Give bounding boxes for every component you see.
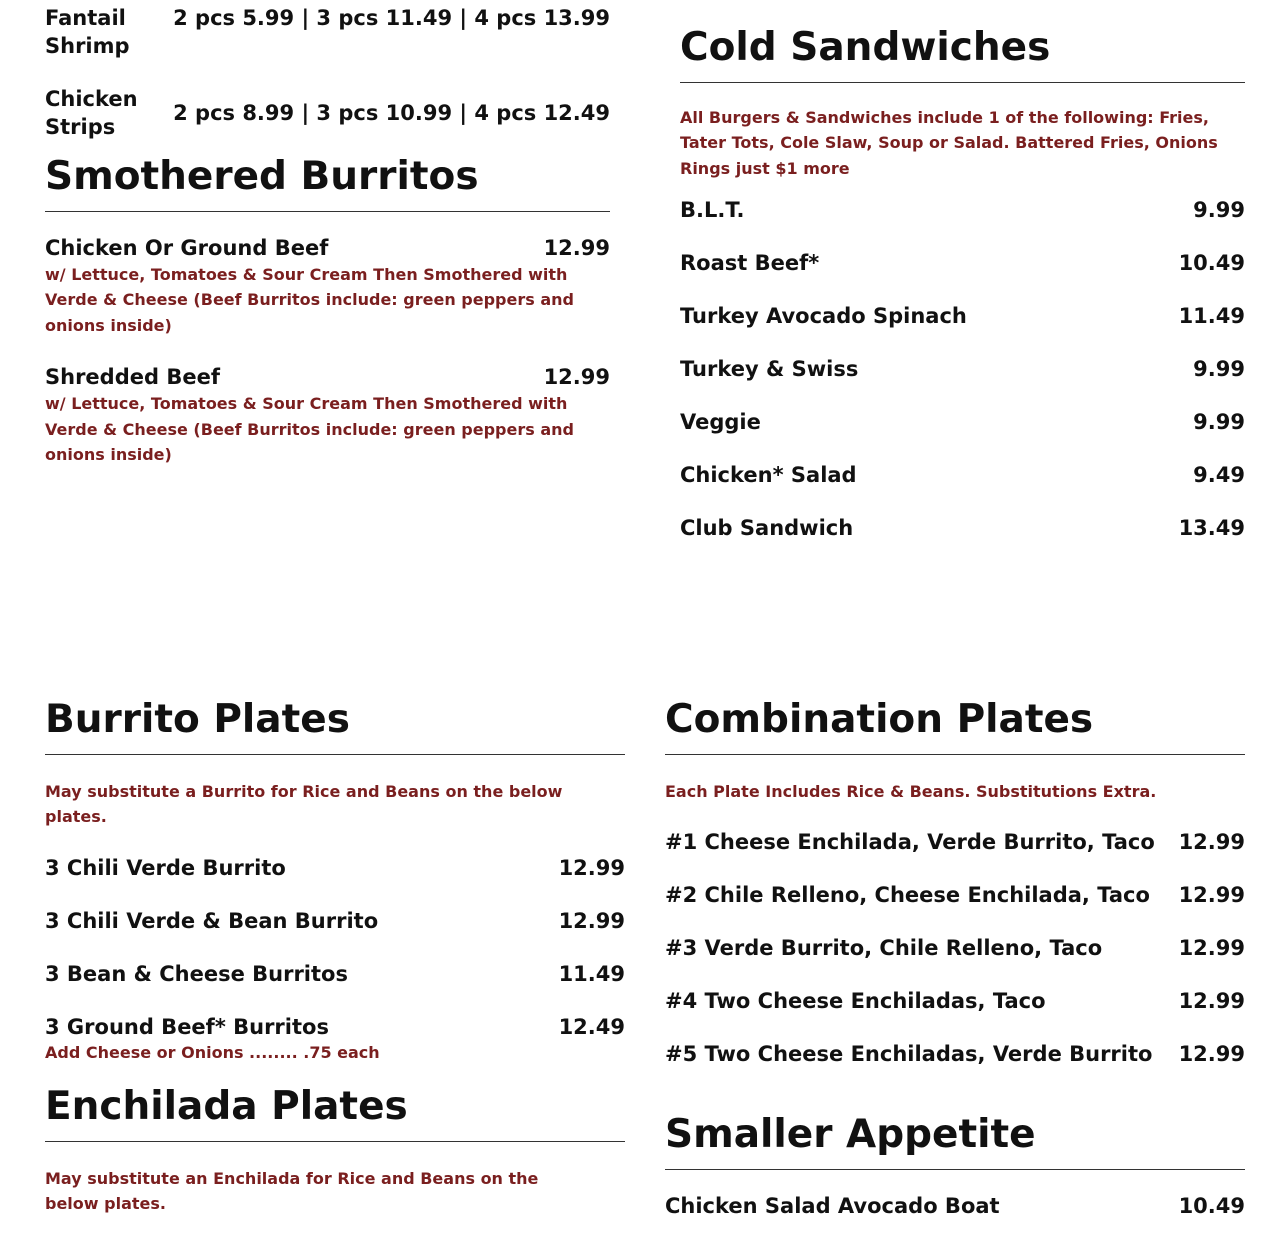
combination-plates-section xyxy=(665,699,1245,1068)
menu-item xyxy=(45,1013,625,1041)
item-name: Fantail Shrimp xyxy=(45,6,130,58)
menu-item xyxy=(665,828,1245,856)
item-name: Shredded Beef xyxy=(45,365,220,390)
item-name: Club Sandwich xyxy=(680,516,854,541)
divider xyxy=(45,1141,625,1142)
item-name: 3 Chili Verde & Bean Burrito xyxy=(45,908,379,933)
item-price: 9.99 xyxy=(1193,357,1245,382)
cold-sandwiches-section xyxy=(680,27,1245,542)
section-title: Smothered Burritos xyxy=(45,154,479,199)
item-name: B.L.T. xyxy=(680,198,745,223)
divider xyxy=(665,754,1245,755)
section-note: Each Plate Includes Rice & Beans. Substitutions Extra. xyxy=(665,781,1157,801)
menu-item xyxy=(665,1040,1245,1068)
item-name: Chicken* Salad xyxy=(680,463,857,488)
divider xyxy=(45,211,610,212)
item-price: 9.99 xyxy=(1193,198,1245,223)
section-title: Combination Plates xyxy=(665,697,1094,742)
item-name: Veggie xyxy=(680,410,761,435)
section-title: Smaller Appetite xyxy=(665,1112,1036,1157)
menu-item xyxy=(665,987,1245,1015)
menu-item xyxy=(45,363,610,468)
section-note: May substitute an Enchilada for Rice and Beans on the below plates. xyxy=(45,1168,539,1214)
item-name: #3 Verde Burrito, Chile Relleno, Taco xyxy=(665,936,1103,961)
item-name: Chicken Strips xyxy=(45,87,138,139)
item-description: w/ Lettuce, Tomatoes & Sour Cream Then Smothered with Verde & Cheese (Beef Burritos include: green peppers and onions inside) xyxy=(45,264,574,335)
item-price: 12.99 xyxy=(558,855,625,880)
menu-item xyxy=(680,355,1245,383)
item-name: #2 Chile Relleno, Cheese Enchilada, Taco xyxy=(665,883,1150,908)
item-name: #4 Two Cheese Enchiladas, Taco xyxy=(665,989,1046,1014)
menu-item xyxy=(680,302,1245,330)
menu-item xyxy=(680,514,1245,542)
smaller-appetite-section xyxy=(665,1114,1245,1220)
menu-item xyxy=(45,234,610,339)
item-price: 12.99 xyxy=(1178,936,1245,961)
item-list xyxy=(665,828,1245,1068)
menu-item xyxy=(680,408,1245,436)
item-price: 9.99 xyxy=(1193,410,1245,435)
item-price: 2 pcs 8.99 | 3 pcs 10.99 | 4 pcs 12.49 xyxy=(173,101,610,125)
item-price: 10.49 xyxy=(1178,1193,1245,1218)
item-list xyxy=(45,854,625,1065)
menu-item xyxy=(45,960,625,988)
menu-item xyxy=(680,196,1245,224)
item-name: Roast Beef* xyxy=(680,251,820,276)
section-title: Burrito Plates xyxy=(45,697,350,742)
item-name: 3 Bean & Cheese Burritos xyxy=(45,961,348,986)
item-name: Chicken Or Ground Beef xyxy=(45,235,329,260)
menu-item xyxy=(665,934,1245,962)
item-price: 12.49 xyxy=(558,1014,625,1039)
menu-item xyxy=(680,461,1245,489)
divider xyxy=(680,82,1245,83)
item-price: 12.99 xyxy=(1178,1042,1245,1067)
item-price: 13.49 xyxy=(1178,516,1245,541)
item-price: 11.49 xyxy=(558,961,625,986)
menu-item xyxy=(665,881,1245,909)
item-name: #1 Cheese Enchilada, Verde Burrito, Taco xyxy=(665,830,1155,855)
menu-item xyxy=(665,1192,1245,1220)
item-price: 12.99 xyxy=(543,235,610,260)
addon-note: Add Cheese or Onions ........ .75 each xyxy=(45,1042,380,1062)
divider xyxy=(665,1169,1245,1170)
item-name: 3 Chili Verde Burrito xyxy=(45,855,286,880)
menu-item xyxy=(45,854,625,882)
menu-item xyxy=(45,907,625,935)
item-price: 10.49 xyxy=(1178,251,1245,276)
item-name: #5 Two Cheese Enchiladas, Verde Burrito xyxy=(665,1042,1153,1067)
item-name: Turkey Avocado Spinach xyxy=(680,304,967,329)
item-name: 3 Ground Beef* Burritos xyxy=(45,1014,329,1039)
item-price: 12.99 xyxy=(1178,883,1245,908)
item-price: 12.99 xyxy=(543,365,610,390)
item-name: Chicken Salad Avocado Boat xyxy=(665,1193,1000,1218)
smothered-burritos-section xyxy=(45,156,610,468)
section-note: All Burgers & Sandwiches include 1 of the following: Fries, Tater Tots, Cole Slaw, Soup or Salad. Battered Fries, Onions Rings just $1 more xyxy=(680,107,1218,178)
seafood-section xyxy=(45,4,610,141)
burrito-plates-section xyxy=(45,699,625,1065)
item-price: 2 pcs 5.99 | 3 pcs 11.49 | 4 pcs 13.99 xyxy=(173,6,610,30)
divider xyxy=(45,754,625,755)
item-description: w/ Lettuce, Tomatoes & Sour Cream Then Smothered with Verde & Cheese (Beef Burritos include: green peppers and onions inside) xyxy=(45,394,574,465)
menu-item xyxy=(45,4,610,60)
section-title: Enchilada Plates xyxy=(45,1084,408,1129)
item-price: 12.99 xyxy=(1178,989,1245,1014)
menu-item xyxy=(45,85,610,141)
item-price: 12.99 xyxy=(558,908,625,933)
section-title: Cold Sandwiches xyxy=(680,25,1051,70)
item-price: 11.49 xyxy=(1178,304,1245,329)
section-note: May substitute a Burrito for Rice and Beans on the below plates. xyxy=(45,781,563,827)
item-price: 12.99 xyxy=(1178,830,1245,855)
enchilada-plates-section xyxy=(45,1086,625,1217)
item-name: Turkey & Swiss xyxy=(680,357,859,382)
menu-item xyxy=(680,249,1245,277)
item-list xyxy=(680,196,1245,542)
item-price: 9.49 xyxy=(1193,463,1245,488)
